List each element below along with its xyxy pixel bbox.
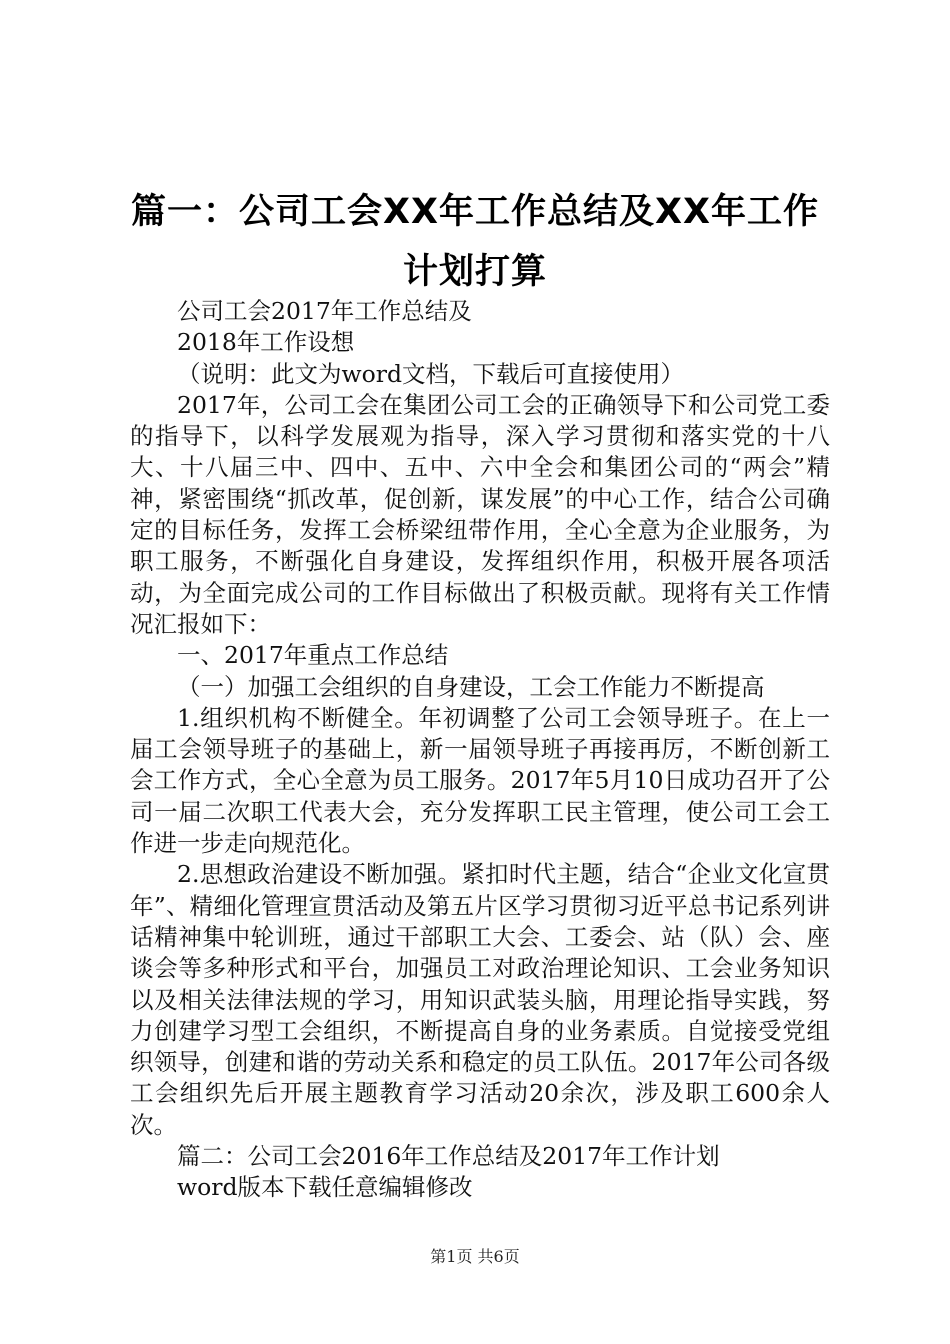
paragraph-item-1: 1.组织机构不断健全。年初调整了公司工会领导班子。在上一届工会领导班子的基础上，新一届领导班子再接再厉，不断创新工会工作方式，全心全意为员工服务。2017年5月10日成功召开了公司一届二次职工代表大会，充分发挥职工民主管理，使公司工会工作进一步走向规范化。: [130, 703, 830, 858]
paragraph-heading-line-1: 公司工会2017年工作总结及: [177, 297, 472, 325]
section-heading: 一、2017年重点工作总结: [177, 641, 449, 670]
paragraph-part-two-title: 篇二：公司工会2016年工作总结及2017年工作计划: [177, 1142, 720, 1171]
paragraph-word-note: word版本下载任意编辑修改: [177, 1173, 473, 1202]
document-title: 篇一：公司工会XX年工作总结及XX年工作计划打算: [131, 192, 819, 292]
document-body: [130, 296, 830, 1204]
page-footer: 第1页 共6页: [430, 1247, 520, 1266]
subsection-heading: （一）加强工会组织的自身建设，工会工作能力不断提高: [177, 672, 765, 701]
paragraph-heading-line-2: 2018年工作设想: [177, 328, 355, 357]
paragraph-note: （说明：此文为word文档，下载后可直接使用）: [177, 359, 685, 388]
paragraph-intro: 2017年，公司工会在集团公司工会的正确领导下和公司党工委的指导下，以科学发展观为指导，深入学习贯彻和落实党的十八大、十八届三中、四中、五中、六中全会和集团公司的“两会”精神，紧密围绕“抓改革，促创新，谋发展”的中心工作，结合公司确定的目标任务，发挥工会桥梁纽带作用，全心全意为企业服务，为职工服务，不断强化自身建设，发挥组织作用，积极开展各项活动，为全面完成公司的工作目标做出了积极贡献。现将有关工作情况汇报如下：: [130, 390, 830, 638]
paragraph-item-2: 2.思想政治建设不断加强。紧扣时代主题，结合“企业文化宣贯年”、精细化管理宣贯活动及第五片区学习贯彻习近平总书记系列讲话精神集中轮训班，通过干部职工大会、工委会、站（队）会、座谈会等多种形式和平台，加强员工对政治理论知识、工会业务知识以及相关法律法规的学习，用知识武装头脑，用理论指导实践，努力创建学习型工会组织，不断提高自身的业务素质。自觉接受党组织领导，创建和谐的劳动关系和稳定的员工队伍。2017年公司各级工会组织先后开展主题教育学习活动20余次，涉及职工600余人次。: [130, 860, 830, 1139]
